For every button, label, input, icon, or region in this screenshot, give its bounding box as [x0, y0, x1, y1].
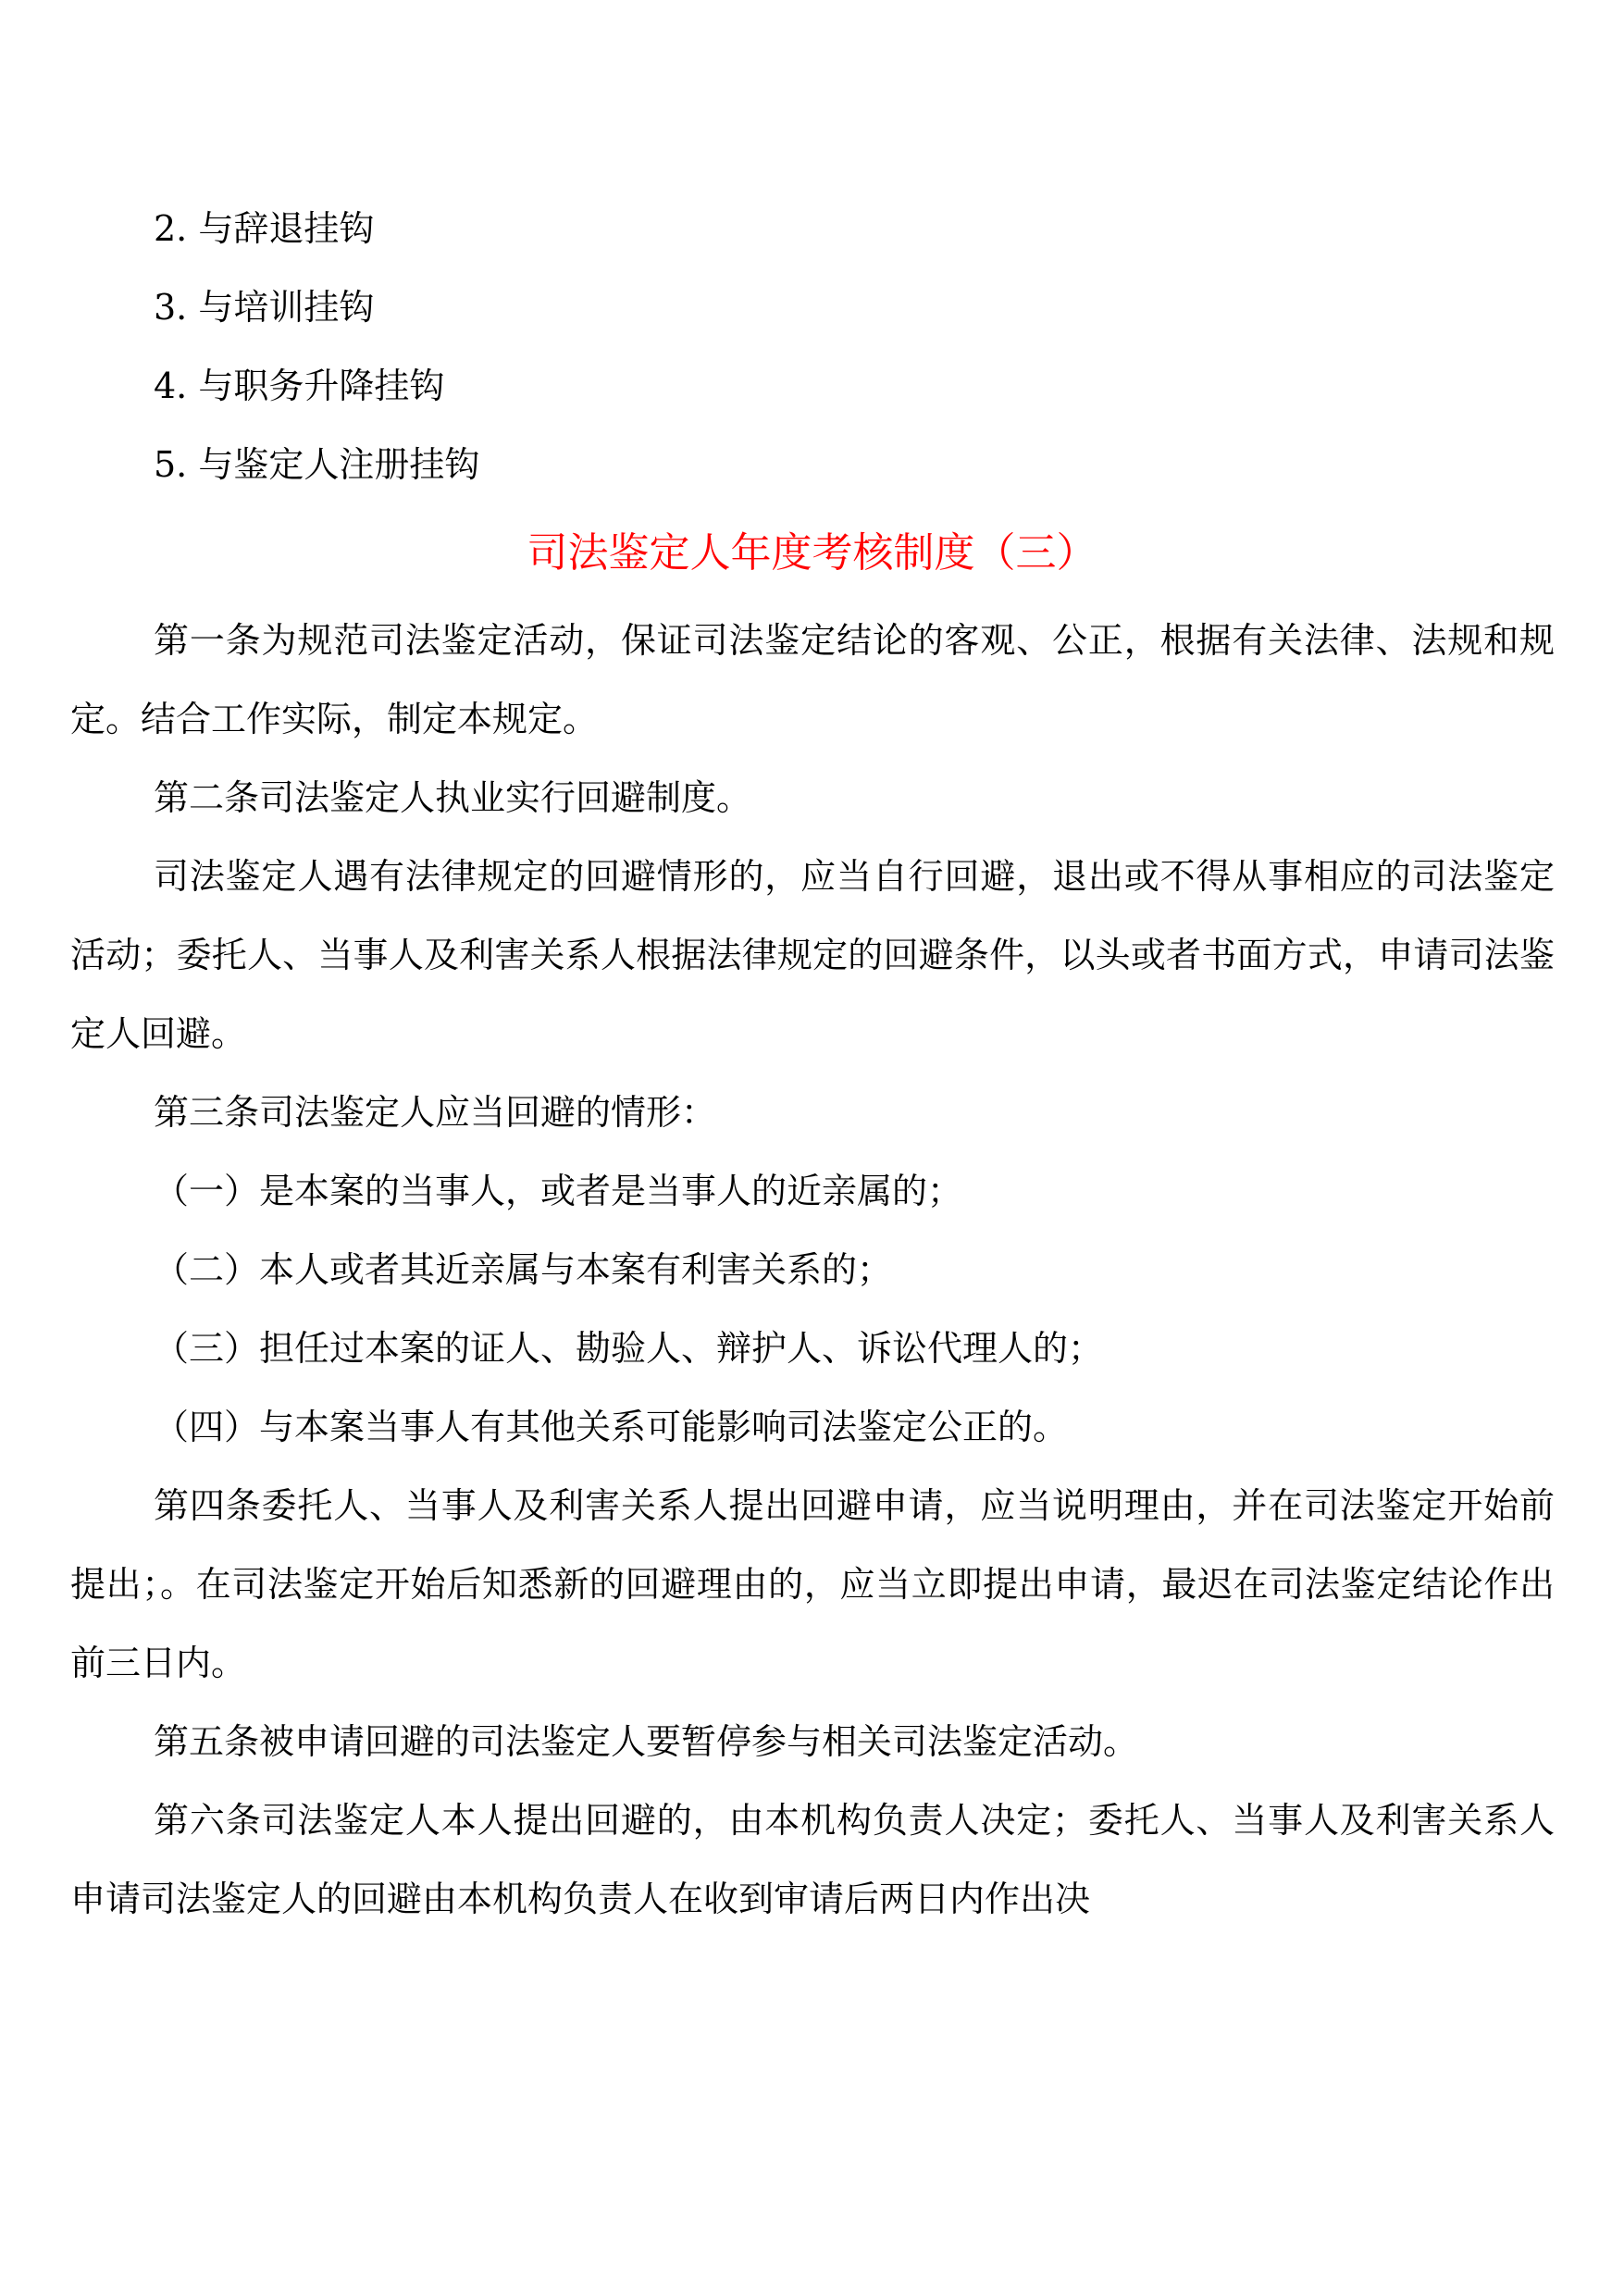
article-6: 第六条司法鉴定人本人提出回避的，由本机构负责人决定；委托人、当事人及利害关系人申请司法鉴定人的回避由本机构负责人在收到审请后两日内作出决 — [70, 1800, 1555, 1919]
list-item-training: 3. 与培训挂钩 — [154, 287, 375, 328]
list-item-registration: 5. 与鉴定人注册挂钩 — [154, 444, 480, 485]
list-item-promotion: 4. 与职务升降挂钩 — [154, 366, 445, 406]
article-5: 第五条被申请回避的司法鉴定人要暂停参与相关司法鉴定活动。 — [154, 1721, 1139, 1762]
article-4: 第四条委托人、当事人及利害关系人提出回避申请，应当说明理由，并在司法鉴定开始前提出；。在司法鉴定开始后知悉新的回避理由的，应当立即提出申请，最迟在司法鉴定结论作出前三日内。 — [70, 1485, 1555, 1683]
clause-2: （二）本人或者其近亲属与本案有利害关系的； — [154, 1249, 893, 1290]
article-1: 第一条为规范司法鉴定活动，保证司法鉴定结论的客观、公正，根据有关法律、法规和规定。结合工作实际，制定本规定。 — [70, 620, 1555, 739]
article-2-detail: 司法鉴定人遇有法律规定的回避情形的，应当自行回避，退出或不得从事相应的司法鉴定活动；委托人、当事人及利害关系人根据法律规定的回避条件，以头或者书面方式，申请司法鉴定人回避。 — [70, 856, 1555, 1054]
clause-3: （三）担任过本案的证人、勘验人、辩护人、诉讼代理人的； — [154, 1328, 1104, 1369]
clause-4: （四）与本案当事人有其他关系可能影响司法鉴定公正的。 — [154, 1407, 1069, 1447]
document-title: 司法鉴定人年度考核制度（三） — [527, 529, 1097, 577]
list-item-dismissal: 2. 与辞退挂钩 — [154, 208, 375, 249]
article-3: 第三条司法鉴定人应当回避的情形： — [154, 1092, 717, 1133]
clause-1: （一）是本案的当事人，或者是当事人的近亲属的； — [154, 1171, 963, 1211]
article-2: 第二条司法鉴定人执业实行回避制度。 — [154, 777, 752, 818]
